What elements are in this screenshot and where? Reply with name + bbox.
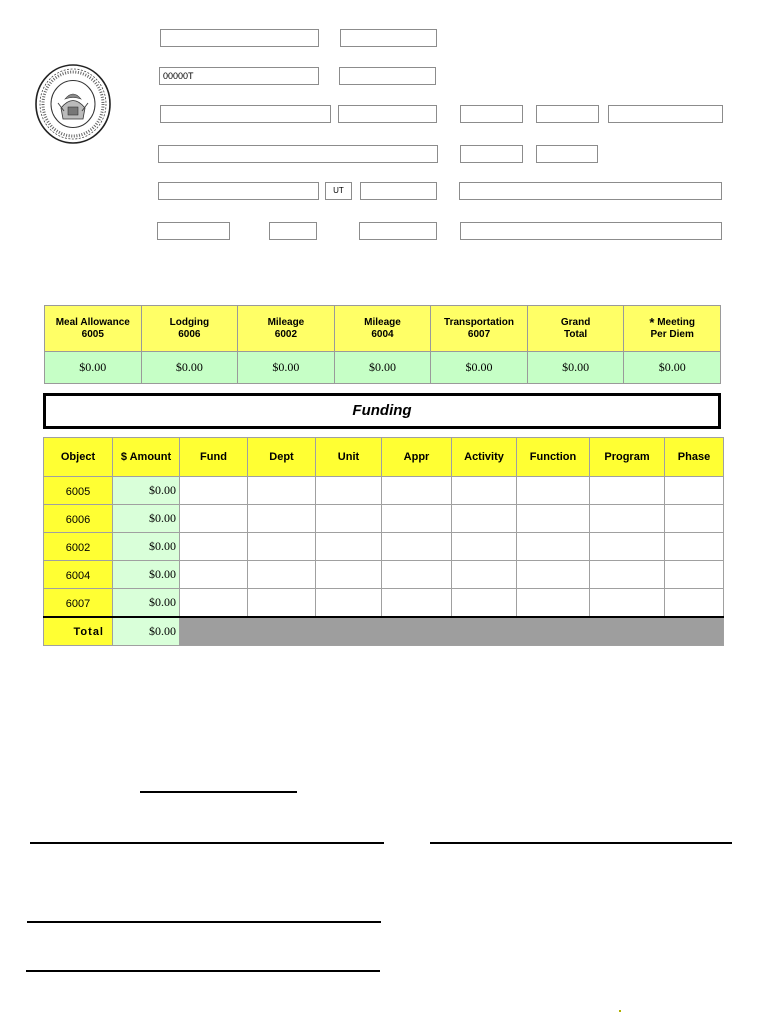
object-code: 6002: [44, 533, 113, 561]
unit-cell[interactable]: [316, 533, 382, 561]
summary-value-mileage-6004[interactable]: $0.00: [334, 352, 431, 384]
table-row: [44, 589, 724, 618]
unit-cell[interactable]: [316, 589, 382, 618]
object-code: 6007: [44, 589, 113, 618]
col-header-fund: Fund: [180, 438, 248, 477]
field-10[interactable]: [158, 145, 438, 163]
summary-value-transportation[interactable]: $0.00: [431, 352, 528, 384]
col-header-program: Program: [590, 438, 665, 477]
field-7[interactable]: [460, 105, 523, 123]
function-cell[interactable]: [517, 561, 590, 589]
signature-line-approver: [430, 842, 732, 844]
total-row: [44, 617, 724, 646]
col-header-activity: Activity: [452, 438, 517, 477]
unit-cell[interactable]: [316, 477, 382, 505]
field-6[interactable]: [338, 105, 437, 123]
state-field[interactable]: UT: [325, 182, 352, 200]
fund-cell[interactable]: [180, 533, 248, 561]
phase-cell[interactable]: [665, 561, 724, 589]
signature-line-4: [26, 970, 380, 972]
col-header-unit: Unit: [316, 438, 382, 477]
appr-cell[interactable]: [382, 477, 452, 505]
summary-header-meal-allowance: Meal Allowance 6005: [45, 306, 142, 352]
col-header-appr: Appr: [382, 438, 452, 477]
signature-line-3: [27, 921, 381, 923]
function-cell[interactable]: [517, 505, 590, 533]
dept-cell[interactable]: [248, 561, 316, 589]
fund-cell[interactable]: [180, 589, 248, 618]
function-cell[interactable]: [517, 533, 590, 561]
funding-table: [43, 437, 724, 646]
function-cell[interactable]: [517, 477, 590, 505]
appr-cell[interactable]: [382, 505, 452, 533]
summary-header-transportation: Transportation 6007: [431, 306, 528, 352]
program-cell[interactable]: [590, 561, 665, 589]
object-code: 6006: [44, 505, 113, 533]
stray-mark: [619, 1010, 621, 1012]
activity-cell[interactable]: [452, 589, 517, 618]
field-20[interactable]: [460, 222, 722, 240]
field-18[interactable]: [269, 222, 317, 240]
col-header-object: Object: [44, 438, 113, 477]
table-row: [44, 477, 724, 505]
table-row: [44, 533, 724, 561]
summary-value-meal-allowance[interactable]: $0.00: [45, 352, 142, 384]
dept-cell[interactable]: [248, 477, 316, 505]
phase-cell[interactable]: [665, 505, 724, 533]
total-amount: $0.00: [113, 617, 180, 646]
object-code: 6004: [44, 561, 113, 589]
total-label: Total: [44, 617, 113, 646]
activity-cell[interactable]: [452, 561, 517, 589]
field-12[interactable]: [536, 145, 598, 163]
appr-cell[interactable]: [382, 589, 452, 618]
field-8[interactable]: [536, 105, 599, 123]
field-5[interactable]: [160, 105, 331, 123]
fund-cell[interactable]: [180, 561, 248, 589]
field-11[interactable]: [460, 145, 523, 163]
col-header-dept: Dept: [248, 438, 316, 477]
field-19[interactable]: [359, 222, 437, 240]
fund-cell[interactable]: [180, 477, 248, 505]
amount-cell: $0.00: [113, 533, 180, 561]
field-2[interactable]: [340, 29, 437, 47]
field-1[interactable]: [160, 29, 319, 47]
amount-cell: $0.00: [113, 477, 180, 505]
table-row: [44, 505, 724, 533]
summary-header-mileage-6004: Mileage 6004: [334, 306, 431, 352]
col-header-phase: Phase: [665, 438, 724, 477]
summary-value-meeting-per-diem[interactable]: $0.00: [624, 352, 721, 384]
col-header-function: Function: [517, 438, 590, 477]
activity-cell[interactable]: [452, 505, 517, 533]
program-cell[interactable]: [590, 505, 665, 533]
unit-cell[interactable]: [316, 505, 382, 533]
phase-cell[interactable]: [665, 477, 724, 505]
program-cell[interactable]: [590, 477, 665, 505]
funding-title: Funding: [43, 393, 721, 429]
summary-value-lodging[interactable]: $0.00: [141, 352, 238, 384]
dept-cell[interactable]: [248, 589, 316, 618]
fund-cell[interactable]: [180, 505, 248, 533]
dept-cell[interactable]: [248, 533, 316, 561]
activity-cell[interactable]: [452, 533, 517, 561]
field-4[interactable]: [339, 67, 436, 85]
appr-cell[interactable]: [382, 561, 452, 589]
field-15[interactable]: [360, 182, 437, 200]
summary-value-mileage-6002[interactable]: $0.00: [238, 352, 335, 384]
dept-cell[interactable]: [248, 505, 316, 533]
program-cell[interactable]: [590, 589, 665, 618]
function-cell[interactable]: [517, 589, 590, 618]
field-9[interactable]: [608, 105, 723, 123]
appr-cell[interactable]: [382, 533, 452, 561]
activity-cell[interactable]: [452, 477, 517, 505]
program-cell[interactable]: [590, 533, 665, 561]
expense-summary-table: [44, 305, 721, 384]
summary-header-mileage-6002: Mileage 6002: [238, 306, 335, 352]
field-17[interactable]: [157, 222, 230, 240]
amount-cell: $0.00: [113, 561, 180, 589]
field-3[interactable]: 00000T: [159, 67, 319, 85]
field-13[interactable]: [158, 182, 319, 200]
phase-cell[interactable]: [665, 533, 724, 561]
summary-header-lodging: Lodging 6006: [141, 306, 238, 352]
summary-header-meeting-per-diem: * Meeting Per Diem: [624, 306, 721, 352]
phase-cell[interactable]: [665, 589, 724, 618]
table-row: [44, 561, 724, 589]
field-16[interactable]: [459, 182, 722, 200]
summary-header-grand-total: Grand Total: [527, 306, 624, 352]
col-header-amount: $ Amount: [113, 438, 180, 477]
total-row-filler: [180, 617, 724, 646]
amount-cell: $0.00: [113, 589, 180, 618]
summary-value-grand-total: $0.00: [527, 352, 624, 384]
state-seal-icon: [34, 63, 112, 145]
object-code: 6005: [44, 477, 113, 505]
amount-cell: $0.00: [113, 505, 180, 533]
signature-line-traveler: [30, 842, 384, 844]
unit-cell[interactable]: [316, 561, 382, 589]
signature-line-date: [140, 791, 297, 793]
